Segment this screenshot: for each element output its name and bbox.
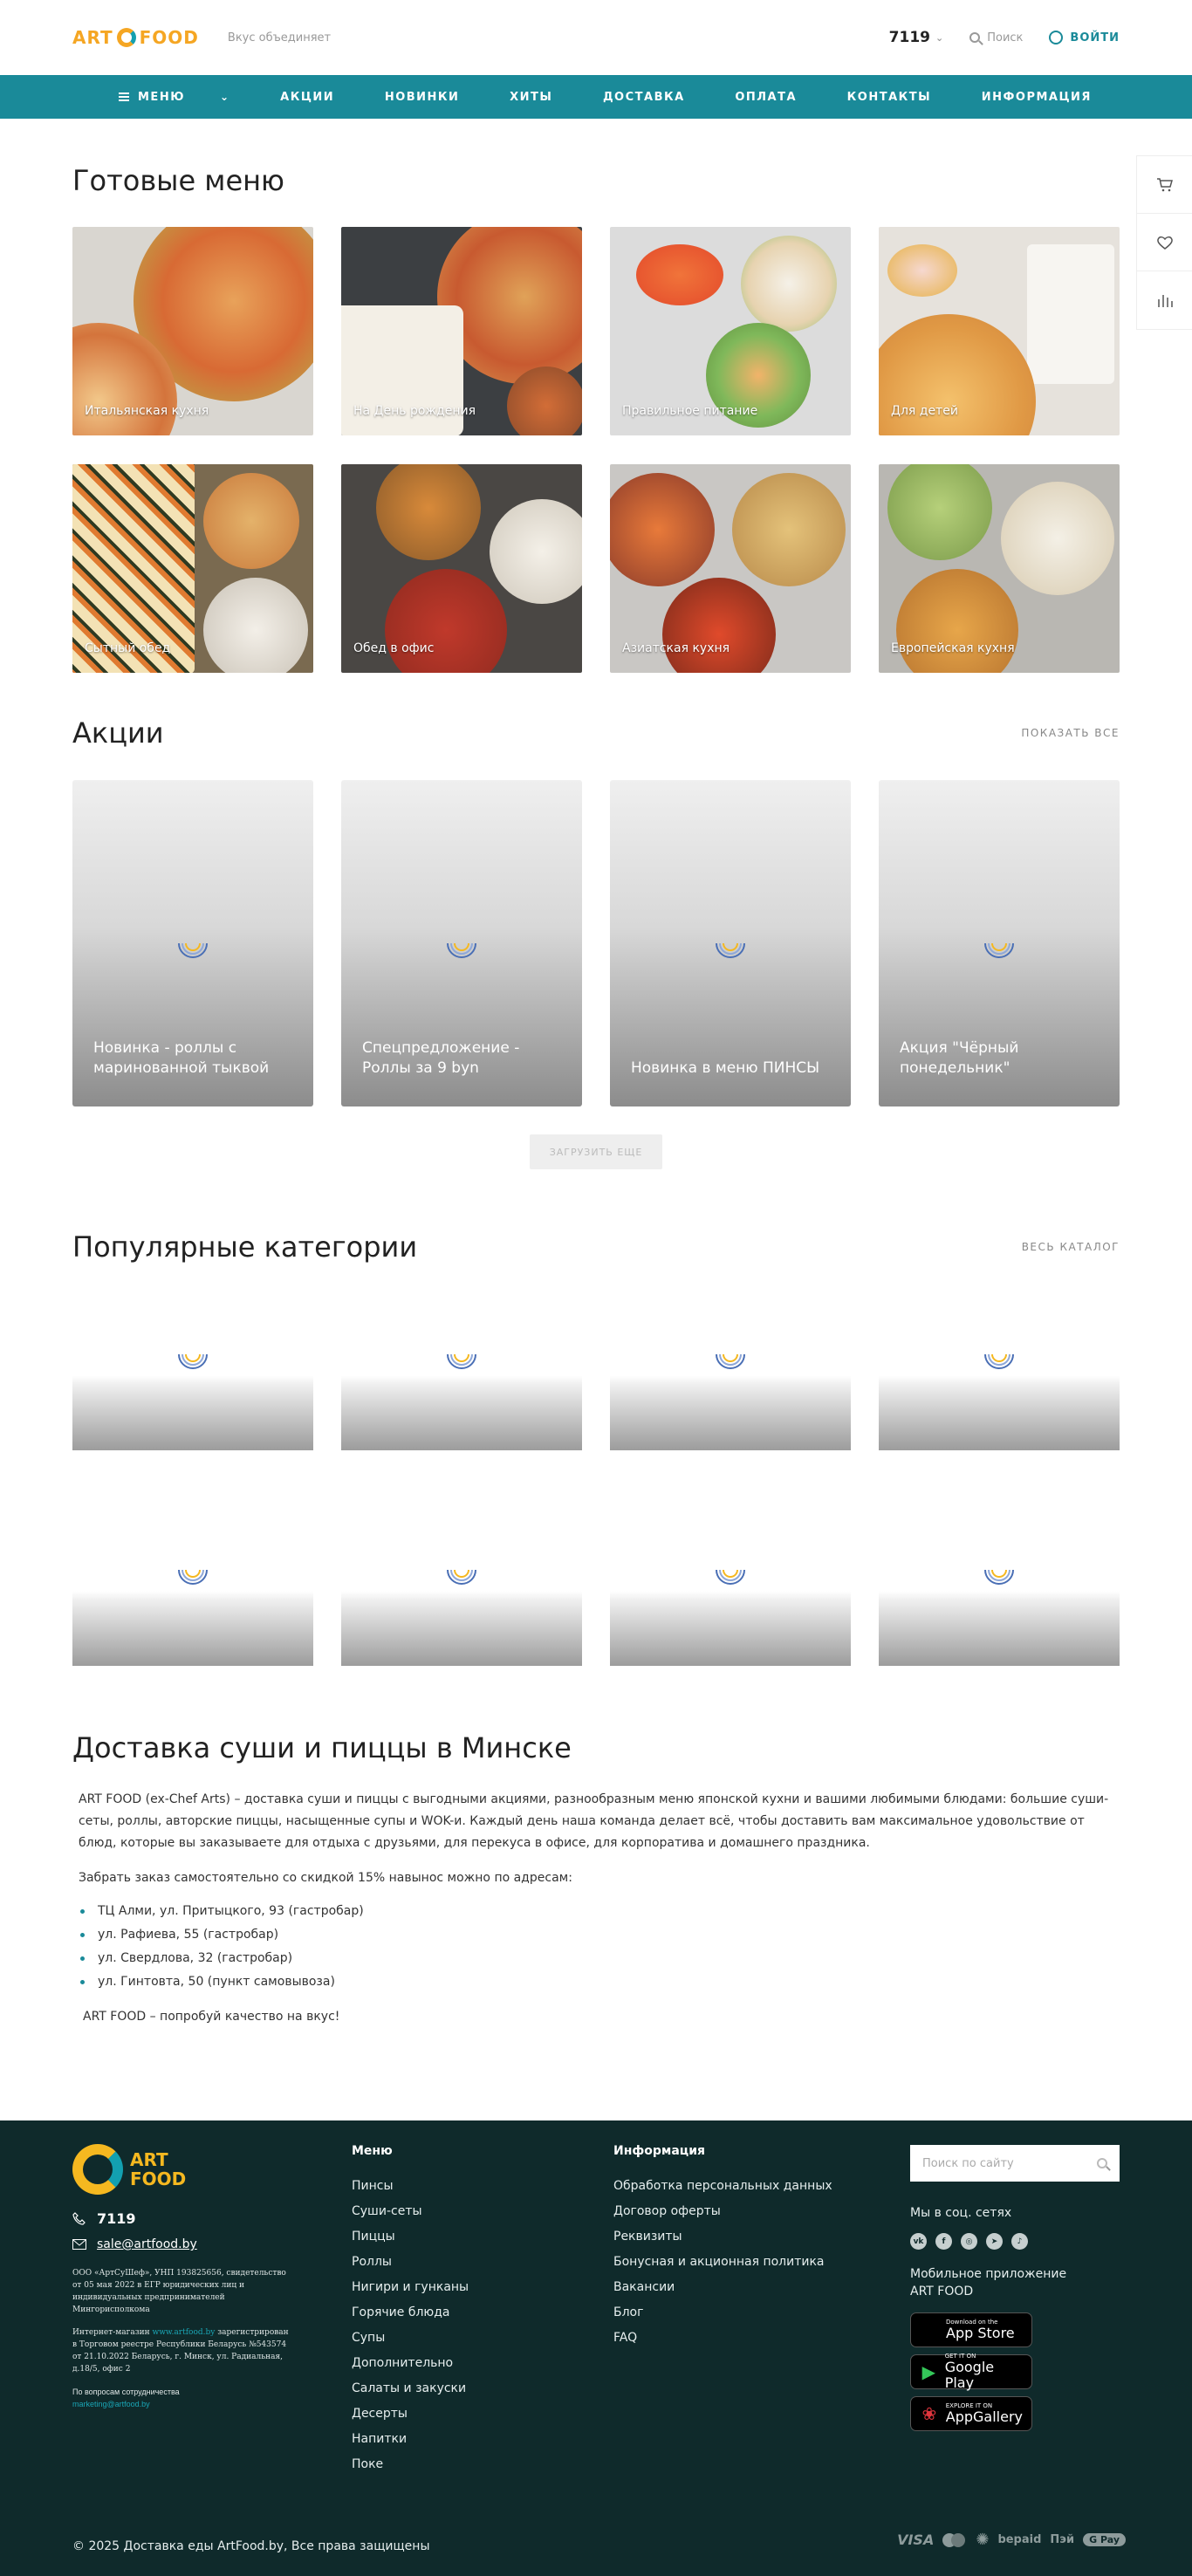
search-button[interactable] [969,31,1023,45]
nav-payment[interactable]: ОПЛАТА [735,90,798,104]
promo-card-label: Новинка в меню ПИНСЫ [631,1059,820,1077]
main-nav [0,75,1192,119]
promo-card-label: Акция "Чёрный понедельник" [900,1039,1019,1077]
side-panel [1136,155,1192,330]
phone-dropdown[interactable] [889,29,944,46]
heart-icon [1156,235,1174,250]
footer-menu-item[interactable]: Суши-сеты [352,2204,422,2218]
vk-icon[interactable]: vk [910,2233,927,2250]
menu-card-label: Обед в офис [353,641,435,655]
nav-info[interactable]: ИНФОРМАЦИЯ [981,90,1092,104]
seo-text [0,1789,1192,2028]
logo-art: ART [72,27,113,48]
footer-legal: ООО «АртСуШеф», УНП 193825656, свидетельство от 05 мая 2022 в ЕГР юридических лиц и индивидуальных предпринимателей Мингорисполкома [72,2269,286,2314]
menu-card-european[interactable] [879,464,1120,673]
address-list [79,1900,1113,1994]
section-title-promos: Акции [72,716,164,750]
tiktok-icon[interactable]: ♪ [1011,2233,1028,2250]
phone-icon [72,2212,86,2226]
huawei-icon: ❀ [921,2403,937,2424]
bepaid-icon: bepaid [997,2533,1042,2546]
footer-legal-shop [72,2326,291,2375]
google-play-badge[interactable] [910,2354,1032,2389]
seo-section [0,1731,1192,2028]
social-links [910,2233,1120,2250]
promos-section [0,716,1192,1169]
loading-spinner-icon [442,1335,481,1374]
menu-card-label: Азиатская кухня [622,641,730,655]
seo-paragraph: ART FOOD (ex-Chef Arts) – доставка суши и пиццы с выгодными акциями, разнообразным меню японской кухни и вашими любимыми блюдами: большие суши-сеты, роллы, авторские пиццы, насыщенные супы и WOK-и. Каждый день наша команда делает всё, чтобы доставить вам максимальное удовольствие от блюд, которые вы заказываете для отдыха с друзьями, для перекуса в офисе, для корпоратива и домашнего праздника. [79,1792,1109,1850]
footer-menu-item[interactable]: Пинсы [352,2179,394,2193]
cart-button[interactable] [1137,156,1192,214]
footer-info-item[interactable]: Бонусная и акционная политика [613,2255,825,2269]
promo-card-label: Спецпредложение - Роллы за 9 byn [362,1039,520,1077]
footer-menu-item[interactable]: Роллы [352,2255,392,2269]
logo-mark-icon [72,2144,123,2195]
logo[interactable] [72,27,199,48]
app-store-badge[interactable] [910,2312,1032,2347]
footer-right [910,2145,1120,2431]
google-play-icon: ▶ [921,2361,936,2382]
category-card[interactable] [610,1500,851,1666]
nav-promos[interactable]: АКЦИИ [280,90,335,104]
category-card[interactable] [879,1500,1120,1666]
store-name: AppGallery [945,2408,1023,2425]
nav-menu-label: МЕНЮ [138,90,185,104]
app-title: Мобильное приложение ART FOOD [910,2267,1067,2299]
nav-menu[interactable] [119,91,230,104]
facebook-icon[interactable]: f [935,2233,952,2250]
loading-spinner-icon [174,1551,212,1589]
menu-card-label: Правильное питание [622,404,758,418]
footer-menu-item[interactable]: Напитки [352,2432,408,2446]
user-icon [1049,31,1063,45]
instagram-icon[interactable]: ◎ [961,2233,977,2250]
promo-card[interactable] [72,780,313,1106]
loading-spinner-icon [980,1335,1018,1374]
categories-header [72,1230,1120,1264]
nav-hits[interactable]: ХИТЫ [510,90,553,104]
promo-card-label: Новинка - роллы с маринованной тыквой [93,1039,270,1077]
nav-new[interactable]: НОВИНКИ [384,90,460,104]
coop-label: По вопросам сотрудничества [72,2388,180,2396]
footer-phone-number: 7119 [97,2210,136,2227]
footer-info-item[interactable]: Вакансии [613,2280,675,2294]
app-store-text [946,2319,1015,2341]
footer-menu-item[interactable]: Супы [352,2331,386,2345]
category-card[interactable] [610,1285,851,1450]
copyright: © 2025 Доставка еды ArtFood.by, Все права защищены [72,2539,430,2553]
footer-info-title: Информация [613,2144,705,2158]
site-header [0,0,1192,75]
store-small-text: EXPLORE IT ON [945,2402,993,2409]
footer-menu-item[interactable]: Нигири и гунканы [352,2280,469,2294]
logo-mark-icon [117,28,136,47]
categories-section [0,1230,1192,1666]
show-all-promos-link[interactable]: ПОКАЗАТЬ ВСЕ [1021,727,1120,739]
footer-info-item[interactable]: Договор оферты [613,2204,721,2218]
login-button[interactable] [1049,31,1120,45]
burger-icon [119,92,129,101]
full-catalog-link[interactable]: ВЕСЬ КАТАЛОГ [1021,1241,1120,1253]
nav-delivery[interactable]: ДОСТАВКА [602,90,685,104]
visa-icon: VISA [897,2531,935,2548]
menu-card-healthy[interactable] [610,227,851,435]
footer-menu-item[interactable]: Пиццы [352,2230,395,2244]
footer-logo-text [130,2150,186,2189]
mastercard-icon [942,2533,967,2547]
store-name: App Store [946,2325,1015,2341]
footer-phone[interactable] [72,2210,291,2227]
search-icon [969,32,980,43]
site-link[interactable]: www.artfood.by [152,2328,216,2337]
section-title-seo: Доставка суши и пиццы в Минске [72,1731,572,1764]
promo-card[interactable] [610,780,851,1106]
store-small-text: GET IT ON [944,2353,976,2360]
loading-spinner-icon [442,1551,481,1589]
footer-logo-art: ART [130,2149,168,2170]
apple-pay-icon: Пэй [1050,2533,1075,2546]
footer-info-item[interactable]: Реквизиты [613,2230,682,2244]
loading-spinner-icon [174,1335,212,1374]
footer-menu-item[interactable]: Поке [352,2457,384,2471]
promo-card[interactable] [879,780,1120,1106]
menu-card-label: Итальянская кухня [85,404,209,418]
categories-grid [72,1285,1120,1666]
footer-info-item[interactable]: Обработка персональных данных [613,2179,832,2193]
category-card[interactable] [341,1500,582,1666]
category-card[interactable] [72,1500,313,1666]
loading-spinner-icon [711,1551,750,1589]
appgallery-badge[interactable] [910,2396,1032,2431]
promos-header [72,716,1120,750]
footer-menu-title: Меню [352,2144,393,2158]
google-play-text [945,2353,1023,2391]
loading-spinner-icon [174,924,212,963]
ready-menus-grid [72,227,1120,673]
loading-spinner-icon [711,1335,750,1374]
seo-slogan: ART FOOD – попробуй качество на вкус! [83,2010,340,2024]
footer-logo-food: FOOD [130,2168,187,2189]
footer-logo[interactable] [72,2144,291,2195]
category-card[interactable] [879,1285,1120,1450]
store-name: Google Play [944,2359,995,2391]
legal-shop-rest: зарегистрирован в Торговом реестре Республики Беларусь №543574 от 21.10.2022 Беларусь, г. Минск, ул. Радиальная, д.18/5, офис 2 [72,2328,289,2374]
promos-grid [72,780,1120,1106]
menu-card-office-lunch[interactable] [341,464,582,673]
google-pay-icon: G Pay [1083,2533,1126,2546]
chevron-down-icon: ⌄ [219,91,230,103]
footer-menu-item[interactable]: Горячие блюда [352,2305,450,2319]
logo-food: FOOD [139,27,199,48]
header-slogan: Вкус объединяет [227,31,332,45]
section-title-ready-menus: Готовые меню [72,164,284,197]
footer-search-placeholder: Поиск по сайту [922,2156,1014,2170]
loading-spinner-icon [711,924,750,963]
login-label: ВОЙТИ [1070,31,1120,45]
footer-info [613,2144,832,2351]
menu-card-birthday[interactable] [341,227,582,435]
address-item: ул. Свердлова, 32 (гастробар) [79,1947,1113,1970]
footer-menu [352,2144,469,2477]
store-small-text: Download on the [946,2319,998,2326]
header-actions [889,29,1120,46]
menu-card-label: Европейская кухня [891,641,1015,655]
menu-card-label: Сытный обед [85,641,171,655]
menu-card-label: На День рождения [353,404,476,418]
menu-card-asian[interactable] [610,464,851,673]
promo-card[interactable] [341,780,582,1106]
footer-info-item[interactable]: Блог [613,2305,644,2319]
menu-card-hearty-lunch[interactable] [72,464,313,673]
seo-paragraph: Забрать заказ самостоятельно со скидкой 15% навынос можно по адресам: [79,1871,572,1885]
address-item: ТЦ Алми, ул. Притыцкого, 93 (гастробар) [79,1900,1113,1923]
category-card[interactable] [341,1285,582,1450]
nav-contacts[interactable]: КОНТАКТЫ [846,90,932,104]
legal-shop-prefix: Интернет-магазин [72,2328,150,2337]
loading-spinner-icon [980,924,1018,963]
chevron-down-icon: ⌄ [935,31,944,44]
footer-info-item[interactable]: FAQ [613,2331,638,2345]
menu-card-italian[interactable] [72,227,313,435]
compare-button[interactable] [1137,271,1192,329]
telegram-icon[interactable]: ➤ [986,2233,1003,2250]
category-card[interactable] [72,1285,313,1450]
compare-icon [1156,292,1174,308]
menu-card-kids[interactable] [879,227,1120,435]
ready-menus-section [0,164,1192,673]
footer-email-text: sale@artfood.by [97,2237,197,2251]
seo-title-wrap [0,1731,1192,1764]
footer-menu-item[interactable]: Десерты [352,2407,408,2421]
search-icon [1097,2158,1107,2168]
cart-icon [1156,177,1174,193]
footer-menu-item[interactable]: Салаты и закуски [352,2381,467,2395]
section-title-categories: Популярные категории [72,1230,418,1264]
load-more-button[interactable]: ЗАГРУЗИТЬ ЕЩЕ [530,1134,662,1169]
coop-email[interactable]: marketing@artfood.by [72,2400,150,2408]
search-label: Поиск [987,31,1024,45]
footer-email[interactable] [72,2237,291,2251]
site-footer [0,2120,1192,2576]
mail-icon [72,2239,86,2250]
payment-logos [897,2531,1126,2549]
menu-card-label: Для детей [891,404,958,418]
socials-title: Мы в соц. сетях [910,2206,1012,2220]
loading-spinner-icon [442,924,481,963]
footer-search-input[interactable] [910,2145,1120,2182]
loading-spinner-icon [980,1551,1018,1589]
footer-menu-item[interactable]: Дополнительно [352,2356,454,2370]
address-item: ул. Гинтовта, 50 (пункт самовывоза) [79,1970,1113,1994]
phone-number: 7119 [888,29,930,46]
footer-contacts [72,2144,291,2410]
belcard-icon: ✺ [976,2531,990,2549]
appgallery-text [946,2402,1023,2425]
address-item: ул. Рафиева, 55 (гастробар) [79,1923,1113,1947]
favorites-button[interactable] [1137,214,1192,271]
